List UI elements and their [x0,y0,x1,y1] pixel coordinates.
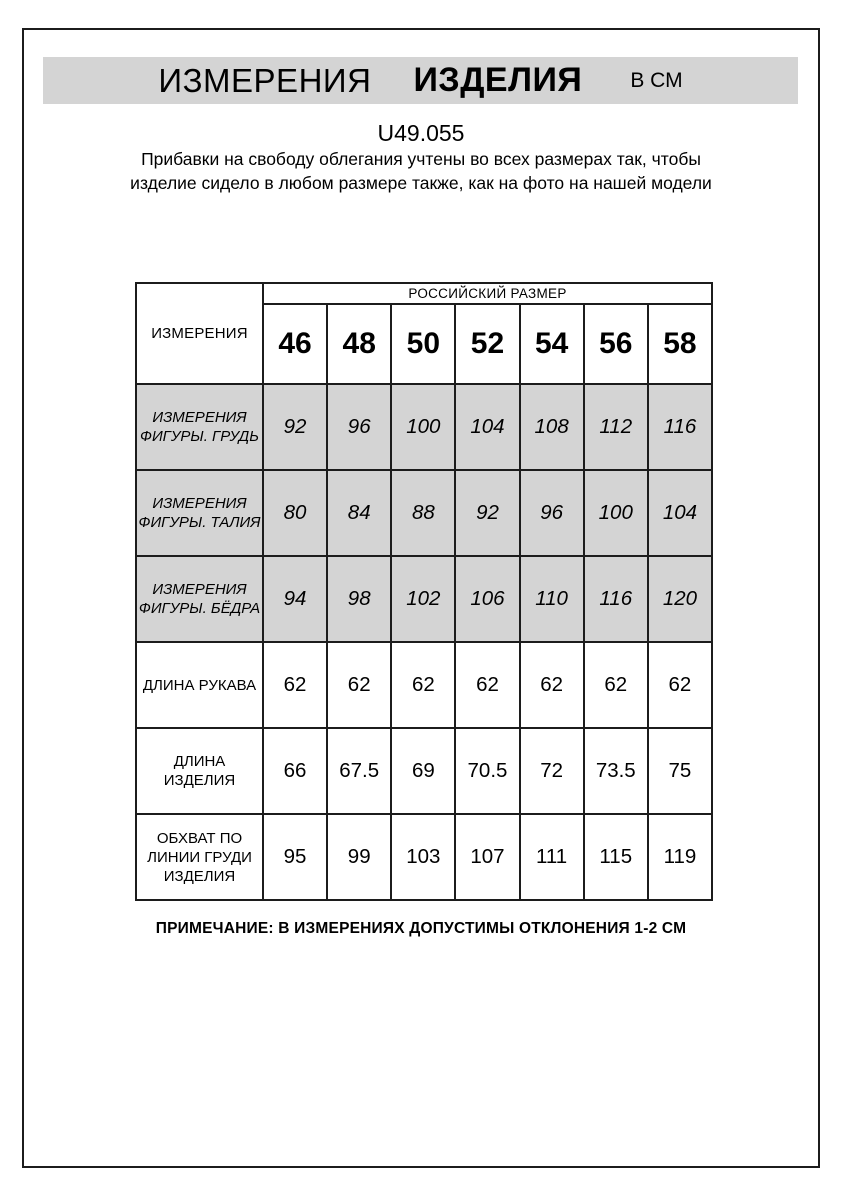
value-cell: 104 [455,384,519,470]
page-border-frame [22,28,820,1168]
value-cell: 62 [584,642,648,728]
size-header-cell: 54 [520,304,584,384]
row-label: ИЗМЕРЕНИЯ ФИГУРЫ. БЁДРА [136,556,263,642]
row-label: ИЗМЕРЕНИЯ ФИГУРЫ. ГРУДЬ [136,384,263,470]
value-cell: 104 [648,470,712,556]
value-cell: 70.5 [455,728,519,814]
value-cell: 103 [391,814,455,900]
size-header-cell: 56 [584,304,648,384]
table-corner-label: ИЗМЕРЕНИЯ [136,283,263,384]
value-cell: 100 [391,384,455,470]
row-label: ОБХВАТ ПО ЛИНИИ ГРУДИ ИЗДЕЛИЯ [136,814,263,900]
table-row [136,384,712,470]
size-header-cell: 46 [263,304,327,384]
value-cell: 100 [584,470,648,556]
value-cell: 62 [455,642,519,728]
footnote: ПРИМЕЧАНИЕ: В ИЗМЕРЕНИЯХ ДОПУСТИМЫ ОТКЛОНЕНИЯ 1-2 СМ [155,920,687,937]
value-cell: 111 [520,814,584,900]
value-cell: 115 [584,814,648,900]
value-cell: 84 [327,470,391,556]
row-label: ДЛИНА ИЗДЕЛИЯ [136,728,263,814]
value-cell: 110 [520,556,584,642]
table-row [136,470,712,556]
size-header-cell: 52 [455,304,519,384]
russian-size-header: РОССИЙСКИЙ РАЗМЕР [263,283,712,304]
value-cell: 96 [327,384,391,470]
value-cell: 62 [327,642,391,728]
title-unit-cm: В СМ [630,68,683,92]
value-cell: 62 [520,642,584,728]
table-row [136,814,712,900]
intro-text: Прибавки на свободу облегания учтены во всех размерах так, чтобы изделие сидело в любом размере также, как на фото на нашей модели [130,149,712,193]
size-header-cell: 48 [327,304,391,384]
value-cell: 62 [263,642,327,728]
value-cell: 88 [391,470,455,556]
title-banner [43,57,798,104]
value-cell: 108 [520,384,584,470]
value-cell: 120 [648,556,712,642]
title-measurements: ИЗМЕРЕНИЯ [158,61,372,99]
value-cell: 94 [263,556,327,642]
size-header-cell: 50 [391,304,455,384]
value-cell: 102 [391,556,455,642]
table-row [136,642,712,728]
table-row [136,728,712,814]
value-cell: 66 [263,728,327,814]
value-cell: 75 [648,728,712,814]
value-cell: 98 [327,556,391,642]
value-cell: 107 [455,814,519,900]
row-label: ИЗМЕРЕНИЯ ФИГУРЫ. ТАЛИЯ [136,470,263,556]
value-cell: 96 [520,470,584,556]
size-header-cell: 58 [648,304,712,384]
value-cell: 72 [520,728,584,814]
value-cell: 62 [648,642,712,728]
value-cell: 73.5 [584,728,648,814]
value-cell: 67.5 [327,728,391,814]
value-cell: 112 [584,384,648,470]
value-cell: 92 [455,470,519,556]
value-cell: 116 [648,384,712,470]
table-row [136,556,712,642]
value-cell: 119 [648,814,712,900]
value-cell: 92 [263,384,327,470]
title-product: ИЗДЕЛИЯ [413,61,583,99]
size-table [135,282,713,901]
value-cell: 106 [455,556,519,642]
value-cell: 69 [391,728,455,814]
value-cell: 95 [263,814,327,900]
value-cell: 62 [391,642,455,728]
value-cell: 116 [584,556,648,642]
value-cell: 99 [327,814,391,900]
group-header-row [136,283,712,304]
value-cell: 80 [263,470,327,556]
row-label: ДЛИНА РУКАВА [136,642,263,728]
size-table-body [136,384,712,900]
article-number: U49.055 [377,120,465,146]
